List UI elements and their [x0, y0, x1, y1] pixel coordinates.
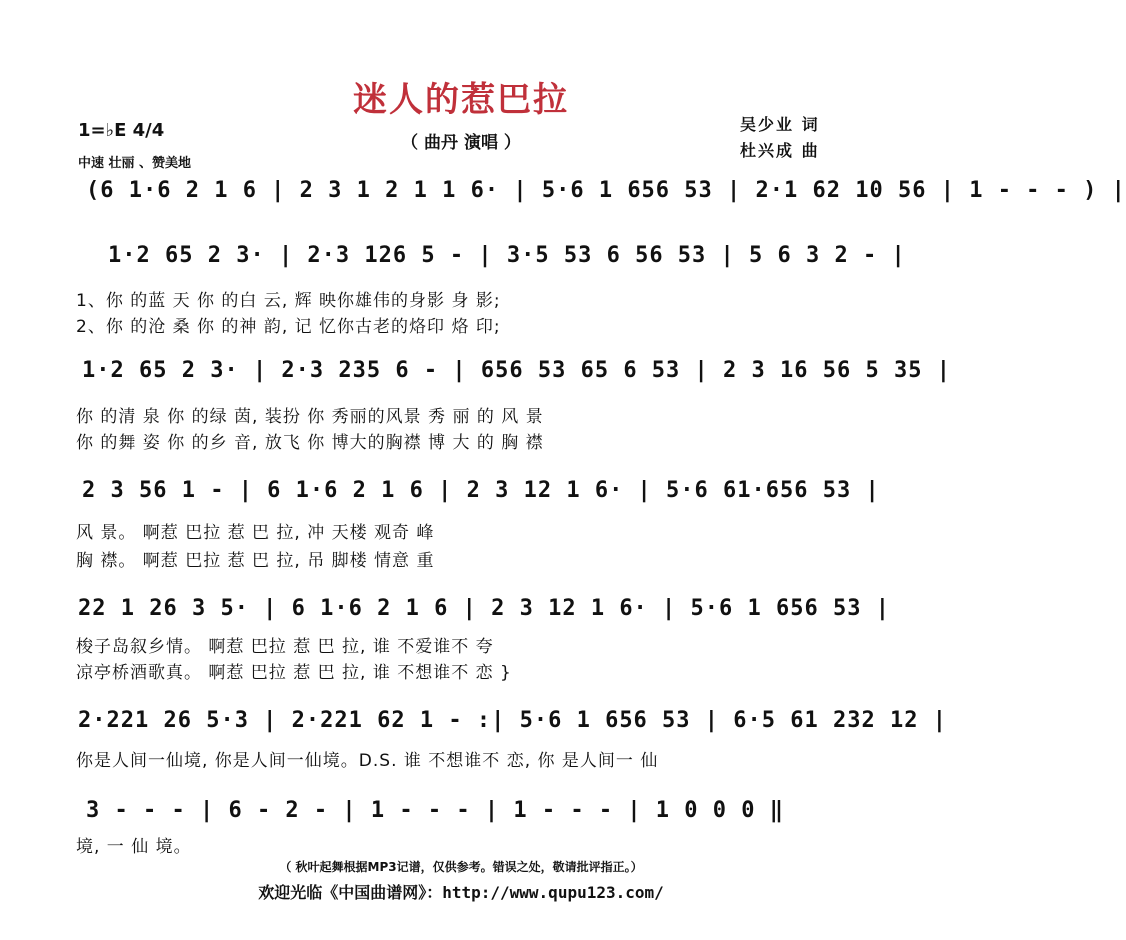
- lyric-line-4-verse-2: 凉亭桥酒歌真。 啊惹 巴拉 惹 巴 拉, 谁 不想谁不 恋 }: [76, 663, 512, 683]
- lyric-line-1-verse-2: 2、你 的沧 桑 你 的神 韵, 记 忆你古老的烙印 烙 印;: [76, 317, 501, 337]
- song-title: 迷人的惹巴拉: [353, 80, 569, 120]
- lyricist-credit: 吴少业 词: [740, 115, 820, 134]
- notation-line-4: 22 1 26 3 5· | 6 1·6 2 1 6 | 2 3 12 1 6· | 5·6 1 656 53 |: [78, 596, 890, 621]
- lyric-line-6: 境, 一 仙 境。: [76, 837, 192, 857]
- notation-line-3: 2 3 56 1 - | 6 1·6 2 1 6 | 2 3 12 1 6· | 5·6 61·656 53 |: [82, 478, 880, 503]
- lyric-line-5: 你是人间一仙境, 你是人间一仙境。D.S. 谁 不想谁不 恋, 你 是人间一 仙: [76, 751, 659, 771]
- notation-line-6: 3 - - - | 6 - 2 - | 1 - - - | 1 - - - | 1 0 0 0 ‖: [86, 798, 785, 823]
- notation-line-5: 2·221 26 5·3 | 2·221 62 1 - :| 5·6 1 656 53 | 6·5 61 232 12 |: [78, 708, 947, 733]
- notation-line-1: 1·2 65 2 3· | 2·3 126 5 - | 3·5 53 6 56 53 | 5 6 3 2 - |: [108, 243, 906, 268]
- site-footer: [0, 880, 922, 903]
- footer-url-link[interactable]: http://www.qupu123.com/: [442, 883, 664, 902]
- composer-credit: 杜兴成 曲: [740, 141, 820, 160]
- lyric-line-2-verse-2: 你 的舞 姿 你 的乡 音, 放飞 你 博大的胸襟 博 大 的 胸 襟: [76, 433, 544, 453]
- lyric-line-3-verse-2: 胸 襟。 啊惹 巴拉 惹 巴 拉, 吊 脚楼 情意 重: [76, 551, 435, 571]
- singer-credit: （ 曲丹 演唱 ）: [401, 133, 521, 153]
- lyric-line-4-verse-1: 梭子岛叙乡情。 啊惹 巴拉 惹 巴 拉, 谁 不爱谁不 夸: [76, 637, 494, 657]
- transcriber-note: （ 秋叶起舞根据MP3记谱，仅供参考。错误之处，敬请批评指正。）: [279, 860, 643, 874]
- lyric-line-1-verse-1: 1、你 的蓝 天 你 的白 云, 辉 映你雄伟的身影 身 影;: [76, 291, 501, 311]
- lyric-line-3-verse-1: 风 景。 啊惹 巴拉 惹 巴 拉, 冲 天楼 观奇 峰: [76, 523, 435, 543]
- lyric-line-2-verse-1: 你 的清 泉 你 的绿 茵, 装扮 你 秀丽的风景 秀 丽 的 风 景: [76, 407, 544, 427]
- notation-line-2: 1·2 65 2 3· | 2·3 235 6 - | 656 53 65 6 53 | 2 3 16 56 5 35 |: [82, 358, 951, 383]
- key-signature: 1=♭E 4/4: [78, 120, 165, 141]
- footer-welcome: 欢迎光临《中国曲谱网》：: [258, 883, 443, 902]
- tempo-marking: 中速 壮丽 、赞美地: [78, 156, 192, 171]
- notation-line-intro: (6 1·6 2 1 6 | 2 3 1 2 1 1 6· | 5·6 1 656 53 | 2·1 62 10 56 | 1 - - - ) |: [86, 178, 1126, 203]
